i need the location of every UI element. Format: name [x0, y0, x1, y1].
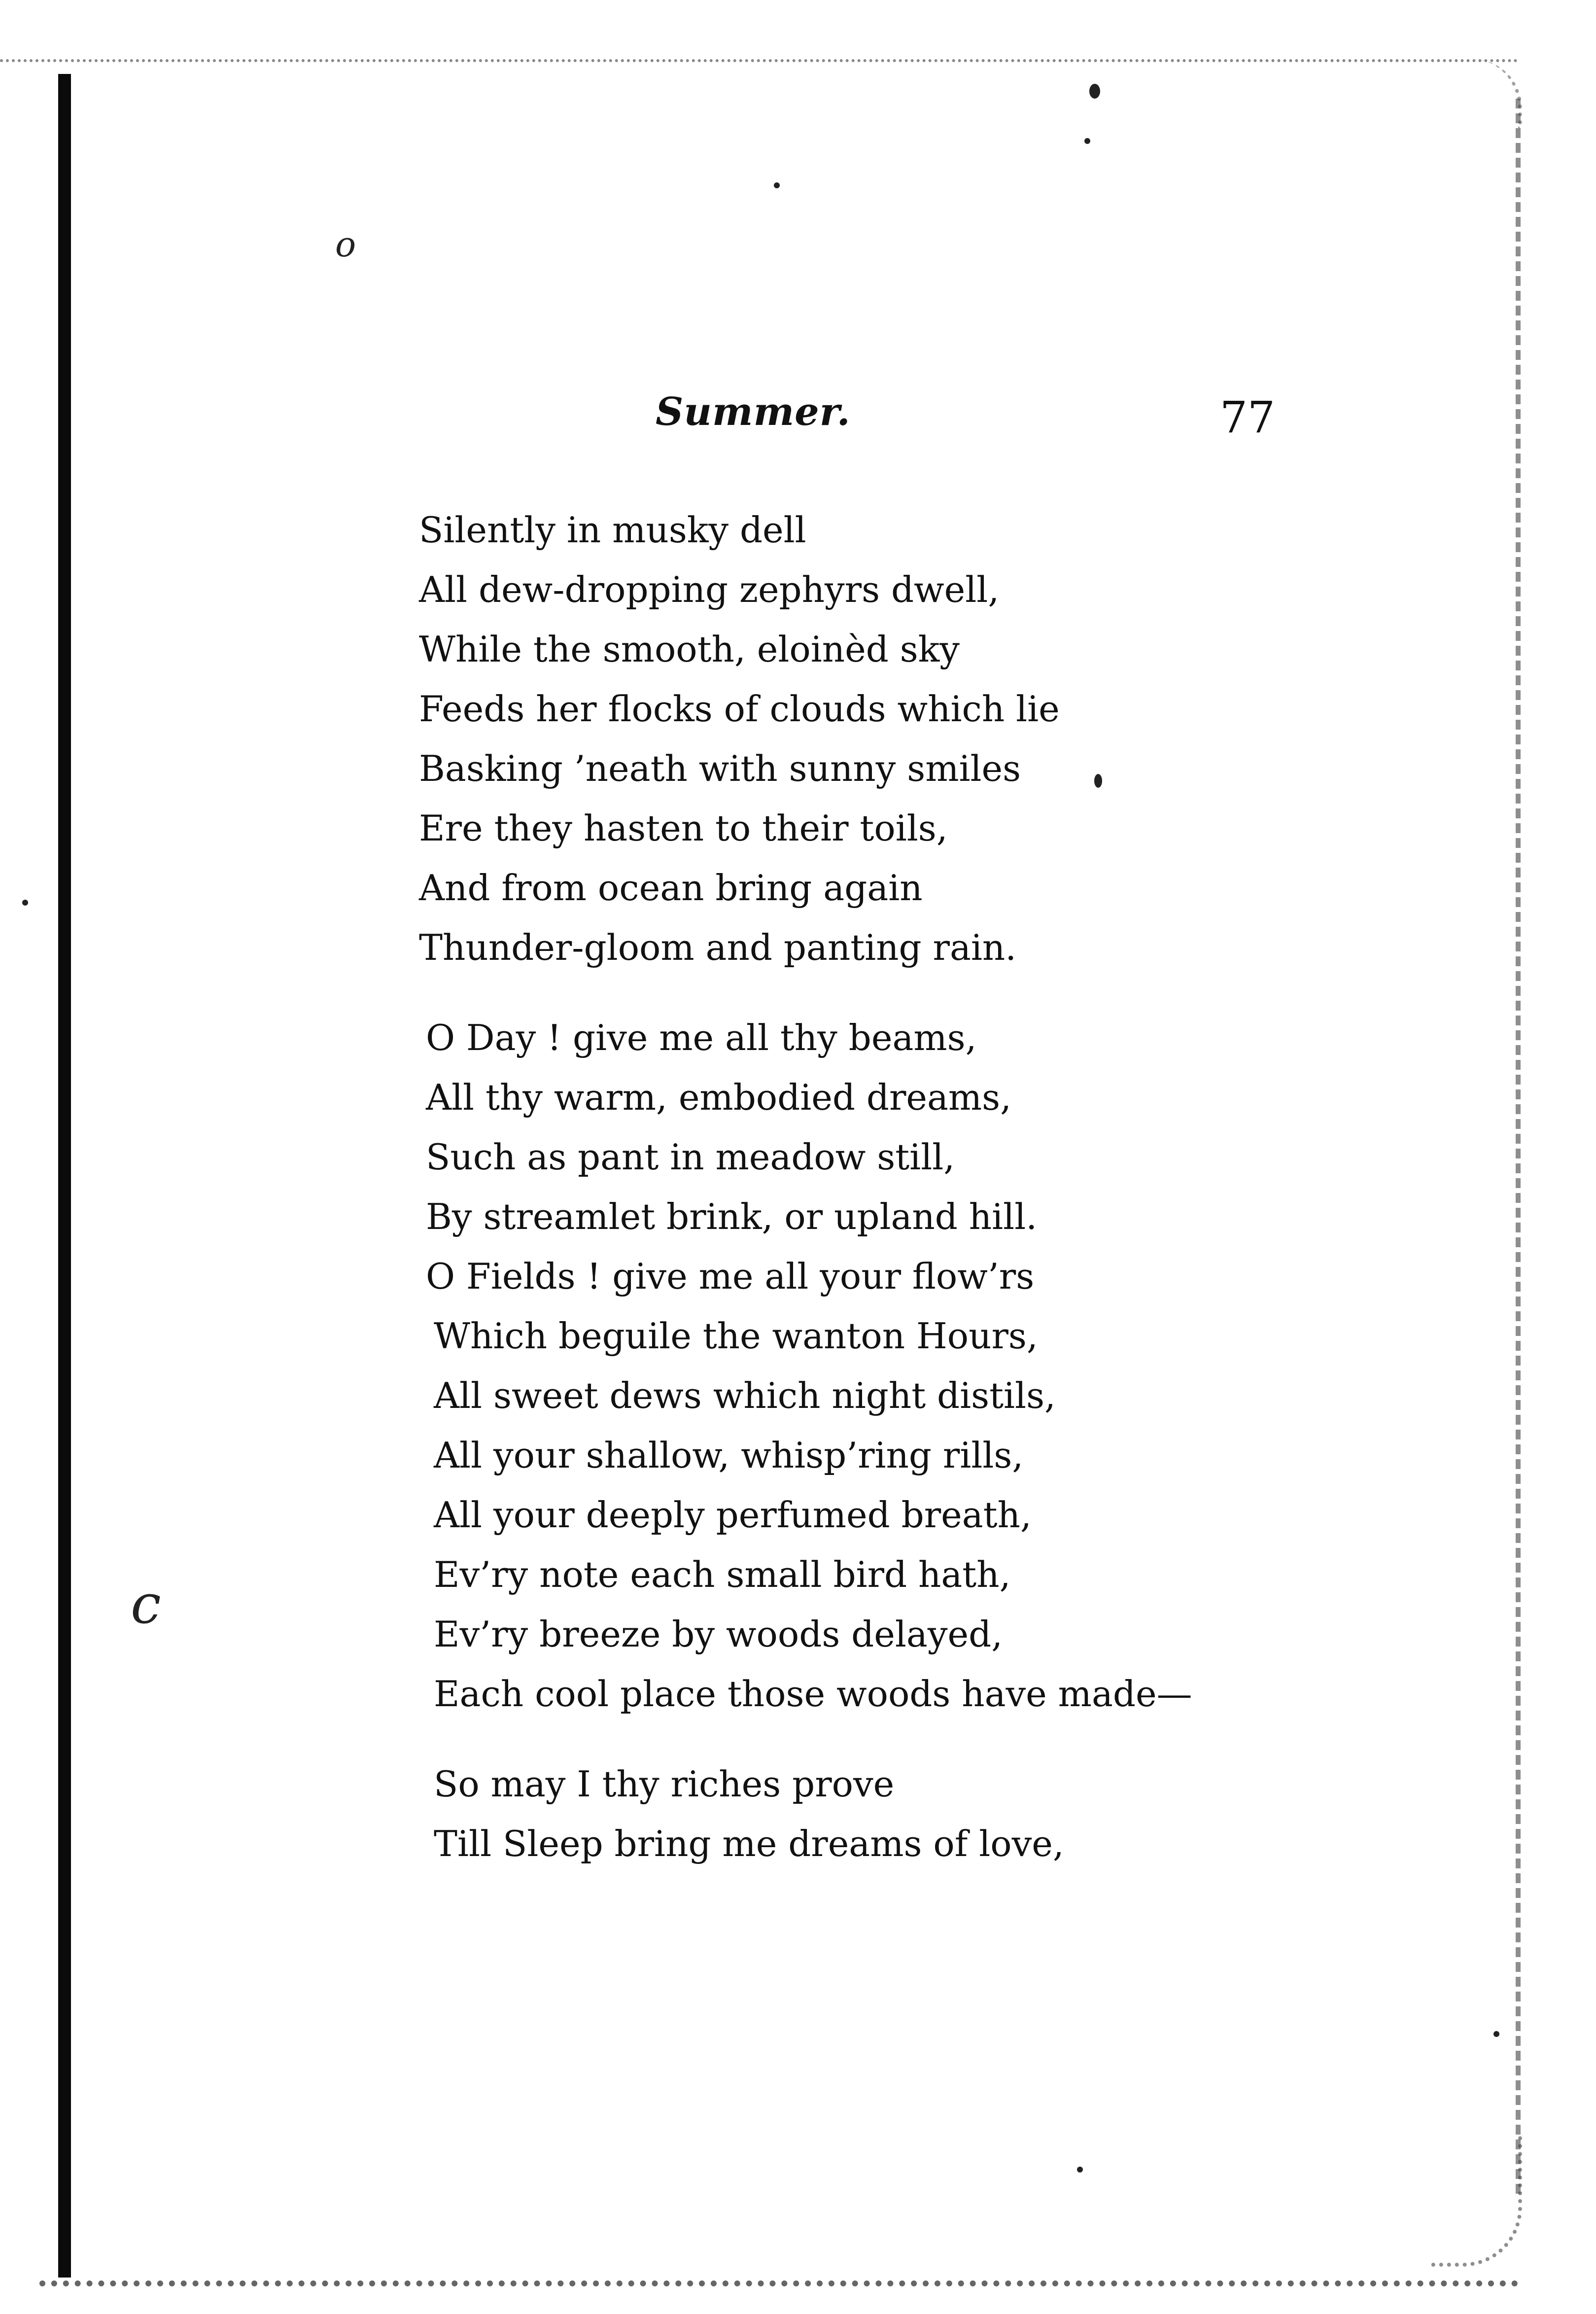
poem-line: All your deeply perfumed breath, — [434, 1494, 1032, 1536]
poem-line: Each cool place those woods have made— — [434, 1673, 1192, 1715]
poem-line: Ev’ry breeze by woods delayed, — [434, 1613, 1003, 1655]
poem-line: By streamlet brink, or upland hill. — [426, 1196, 1038, 1237]
poem-line: All sweet dews which night distils, — [434, 1375, 1056, 1416]
ink-speck — [1493, 2031, 1499, 2037]
page-spine-shadow — [58, 74, 71, 2278]
ink-speck — [1089, 84, 1100, 99]
ink-speck — [774, 182, 780, 188]
poem-line: Such as pant in meadow still, — [426, 1136, 955, 1178]
poem-line: Which beguile the wanton Hours, — [434, 1315, 1038, 1357]
stanza-2 — [419, 1008, 1355, 1724]
ink-speck — [22, 900, 28, 906]
top-edge-noise — [0, 59, 1518, 67]
ink-speck — [1077, 2167, 1083, 2173]
poem-line: And from ocean bring again — [419, 867, 923, 909]
poem-line: Basking ’neath with sunny smiles — [419, 748, 1021, 789]
margin-mark-c: c — [131, 1573, 161, 1636]
ink-speck — [1084, 138, 1090, 144]
poem-line: Thunder-gloom and panting rain. — [419, 927, 1017, 968]
poem-line: O Day ! give me all thy beams, — [426, 1017, 977, 1058]
poem-line: O Fields ! give me all your flow’rs — [426, 1256, 1035, 1297]
poem-line: Feeds her flocks of clouds which lie — [419, 688, 1060, 730]
poem-line: All your shallow, whisp’ring rills, — [434, 1435, 1024, 1476]
bottom-edge-noise — [39, 2273, 1518, 2286]
poem-line: Silently in musky dell — [419, 509, 806, 551]
page-number: 77 — [1220, 392, 1275, 443]
poem-line: Ere they hasten to their toils, — [419, 807, 948, 849]
stanza-1 — [419, 500, 1355, 978]
poem-line: Ev’ry note each small bird hath, — [434, 1554, 1011, 1595]
poem-line: While the smooth, eloinèd sky — [419, 629, 960, 670]
poem-line: All dew-dropping zephyrs dwell, — [419, 569, 1000, 610]
poem-line: Till Sleep bring me dreams of love, — [434, 1823, 1064, 1864]
poem-body — [419, 500, 1355, 1904]
poem-line: All thy warm, embodied dreams, — [426, 1077, 1011, 1118]
bottom-right-corner — [1429, 2135, 1522, 2267]
margin-mark-o: o — [335, 224, 356, 265]
stanza-3 — [419, 1754, 1355, 1874]
poem-line: So may I thy riches prove — [434, 1763, 895, 1805]
running-title: Summer. — [656, 389, 851, 434]
top-right-corner — [1420, 59, 1522, 128]
right-edge-noise — [1516, 99, 1527, 2194]
